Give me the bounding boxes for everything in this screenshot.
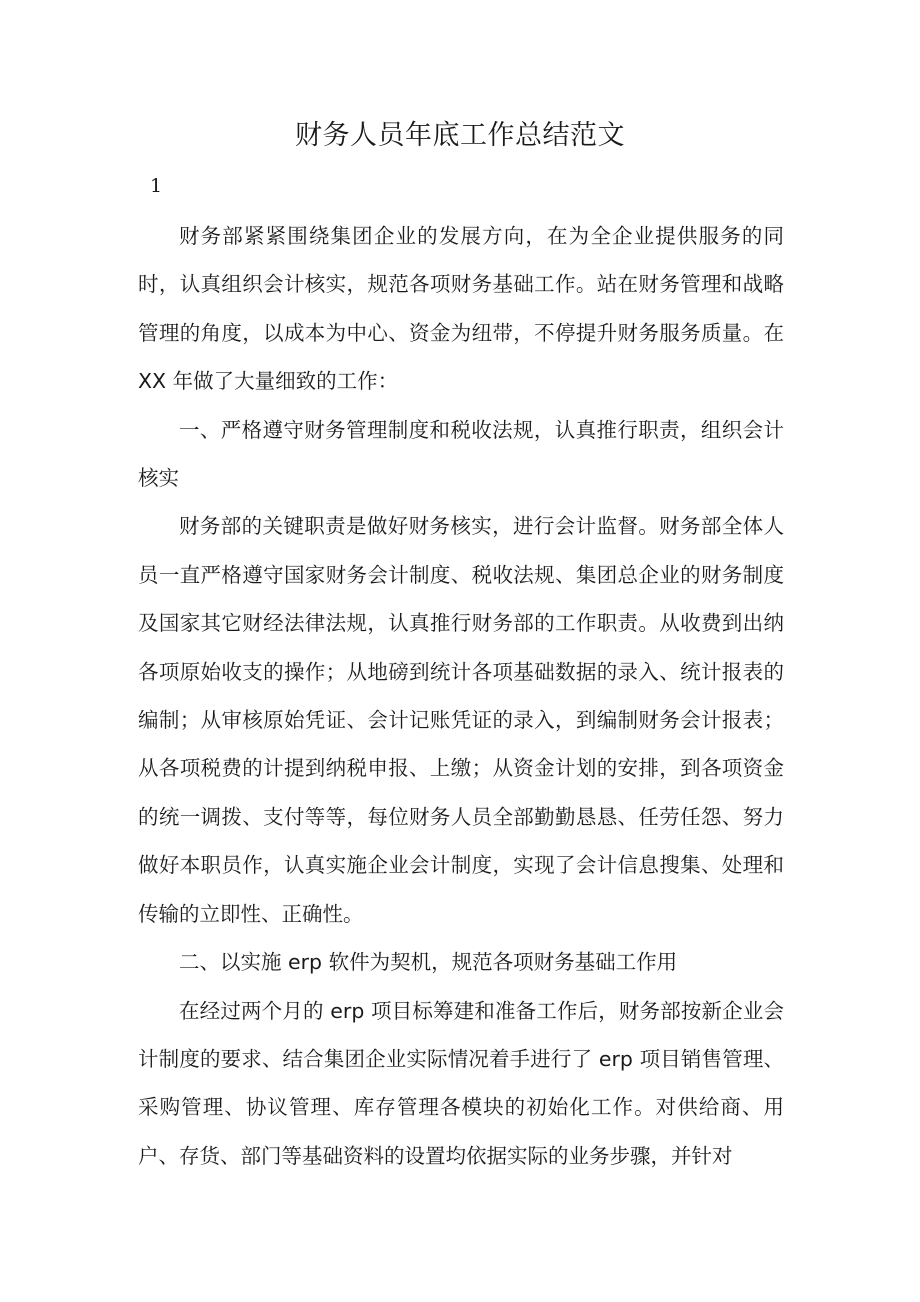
document-body: [138, 212, 784, 1180]
document-title: 财务人员年底工作总结范文: [295, 120, 625, 151]
paragraph-section-2: 在经过两个月的 erp 项目标筹建和准备工作后，财务部按新企业会计制度的要求、结合集团企业实际情况着手进行了 erp 项目销售管理、采购管理、协议管理、库存管理各模块的初始化工作。对供给商、用户、存货、部门等基础资料的设置均依据实际的业务步骤，并针对: [138, 998, 784, 1168]
paragraph-intro: 财务部紧紧围绕集团企业的发展方向，在为全企业提供服务的同时，认真组织会计核实，规范各项财务基础工作。站在财务管理和战略管理的角度，以成本为中心、资金为纽带，不停提升财务服务质量。在 XX 年做了大量细致的工作：: [138, 224, 784, 394]
section-heading-1: 一、严格遵守财务管理制度和税收法规，认真推行职责，组织会计核实: [138, 417, 784, 491]
section-heading-2: 二、以实施 erp 软件为契机，规范各项财务基础工作用: [179, 950, 678, 975]
page-number: 1: [150, 175, 163, 197]
paragraph-section-1: 财务部的关键职责是做好财务核实，进行会计监督。财务部全体人员一直严格遵守国家财务会计制度、税收法规、集团总企业的财务制度及国家其它财经法律法规，认真推行财务部的工作职责。从收费到出纳各项原始收支的操作；从地磅到统计各项基础数据的录入、统计报表的编制；从审核原始凭证、会计记账凭证的录入，到编制财务会计报表；从各项税费的计提到纳税申报、上缴；从资金计划的安排，到各项资金的统一调拨、支付等等，每位财务人员全部勤勤恳恳、任劳任怨、努力做好本职员作，认真实施企业会计制度，实现了会计信息搜集、处理和传输的立即性、正确性。: [138, 514, 784, 926]
